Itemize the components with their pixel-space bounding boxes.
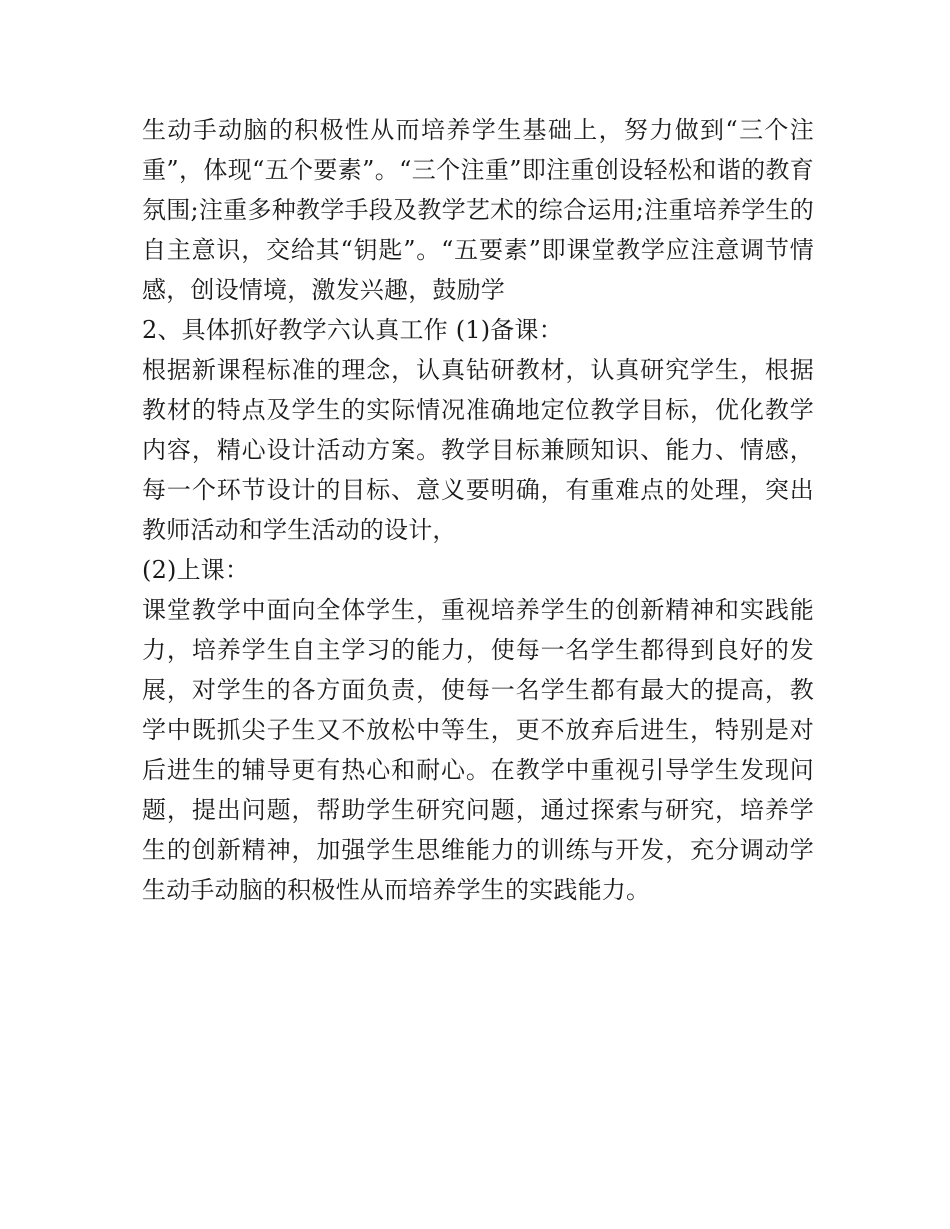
paragraph-teaching-principles: 生动手动脑的积极性从而培养学生基础上，努力做到“三个注重”，体现“五个要素”。“三个注重”即注重创设轻松和谐的教育氛围;注重多种教学手段及教学艺术的综合运用;注重培养学生的自主意识，交给其“钥匙”。“五要素”即课堂教学应注意调节情感，创设情境，激发兴趣，鼓励学 xyxy=(142,116,814,304)
heading-six-tasks-lesson-prep: 2、具体抓好教学六认真工作 (1)备课： xyxy=(142,316,563,344)
heading-class-teaching: (2)上课： xyxy=(142,556,250,584)
document-body xyxy=(142,110,814,910)
paragraph-class-teaching: 课堂教学中面向全体学生，重视培养学生的创新精神和实践能力，培养学生自主学习的能力，使每一名学生都得到良好的发展，对学生的各方面负责，使每一名学生都有最大的提高，教学中既抓尖子生又不放松中等生，更不放弃后进生，特别是对后进生的辅导更有热心和耐心。在教学中重视引导学生发现问题，提出问题，帮助学生研究问题，通过探索与研究，培养学生的创新精神，加强学生思维能力的训练与开发，充分调动学生动手动脑的积极性从而培养学生的实践能力。 xyxy=(142,596,814,904)
paragraph-lesson-prep: 根据新课程标准的理念，认真钻研教材，认真研究学生，根据教材的特点及学生的实际情况准确地定位教学目标，优化教学内容，精心设计活动方案。教学目标兼顾知识、能力、情感，每一个环节设计的目标、意义要明确，有重难点的处理，突出教师活动和学生活动的设计， xyxy=(142,356,814,544)
